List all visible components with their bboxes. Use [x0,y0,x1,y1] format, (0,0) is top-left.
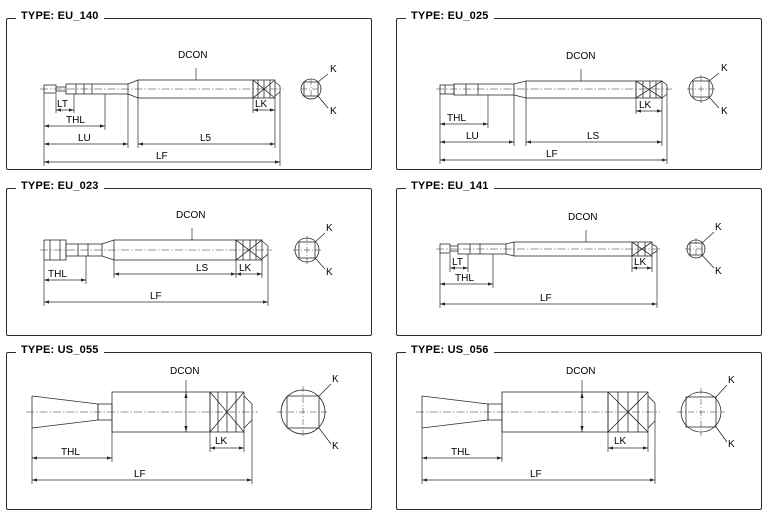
label-lk: LK [634,257,647,268]
label-k-top: K [330,64,337,75]
label-lk: LK [255,99,268,110]
panel-eu-023 [6,180,372,336]
panel-title: TYPE: EU_023 [16,180,104,192]
panel-title: TYPE: US_055 [16,344,104,356]
label-dcon: DCON [568,212,598,223]
label-k-bottom: K [330,106,337,117]
label-dcon: DCON [566,366,596,377]
panel-drawing [6,18,372,170]
label-lf: LF [530,469,542,480]
end-view-square [685,232,714,268]
label-k-top: K [721,63,728,74]
label-lf: LF [540,293,552,304]
label-lf: LF [546,149,558,160]
label-lf: LF [156,151,168,162]
end-view-square [301,74,328,108]
label-k-top: K [332,374,339,385]
label-dcon: DCON [170,366,200,377]
label-lf: LF [150,291,162,302]
panel-drawing [396,352,762,510]
panel-title: TYPE: EU_141 [406,180,494,192]
panel-us-056 [396,344,762,510]
label-lu: LU [466,131,479,142]
label-lt: LT [452,257,463,268]
label-thl: THL [455,273,474,284]
label-thl: THL [451,447,470,458]
end-view-square [277,384,331,444]
label-lu: LU [78,133,91,144]
label-k-top: K [326,223,333,234]
label-lt: LT [57,99,68,110]
panel-eu-140 [6,10,372,170]
label-ls: L5 [200,133,212,144]
label-dcon: DCON [178,50,208,61]
panel-eu-025 [396,10,762,170]
label-k-bottom: K [326,267,333,278]
label-thl: THL [48,269,67,280]
end-view-square [293,233,325,269]
tool-drawing-eu-025 [396,18,762,170]
tool-drawing-eu-140 [6,18,372,170]
label-dcon: DCON [566,51,596,62]
label-ls: LS [587,131,600,142]
panel-drawing [396,18,762,170]
end-view-square [677,385,727,442]
panel-drawing [6,188,372,336]
panel-title: TYPE: EU_025 [406,10,494,22]
label-thl: THL [66,115,85,126]
label-k-bottom: K [332,441,339,452]
label-k-bottom: K [715,266,722,277]
label-thl: THL [61,447,80,458]
label-ls: LS [196,263,209,274]
end-view-square [687,73,719,108]
label-lk: LK [239,263,252,274]
label-lk: LK [614,436,627,447]
label-k-top: K [715,222,722,233]
label-k-top: K [728,375,735,386]
label-thl: THL [447,113,466,124]
panel-title: TYPE: EU_140 [16,10,104,22]
panel-drawing [396,188,762,336]
panel-title: TYPE: US_056 [406,344,494,356]
label-dcon: DCON [176,210,206,221]
tool-drawing-eu-141 [396,188,762,336]
label-k-bottom: K [728,439,735,450]
label-lk: LK [639,100,652,111]
label-lk: LK [215,436,228,447]
label-lf: LF [134,469,146,480]
panel-us-055 [6,344,372,510]
panel-drawing [6,352,372,510]
label-k-bottom: K [721,106,728,117]
panel-eu-141 [396,180,762,336]
